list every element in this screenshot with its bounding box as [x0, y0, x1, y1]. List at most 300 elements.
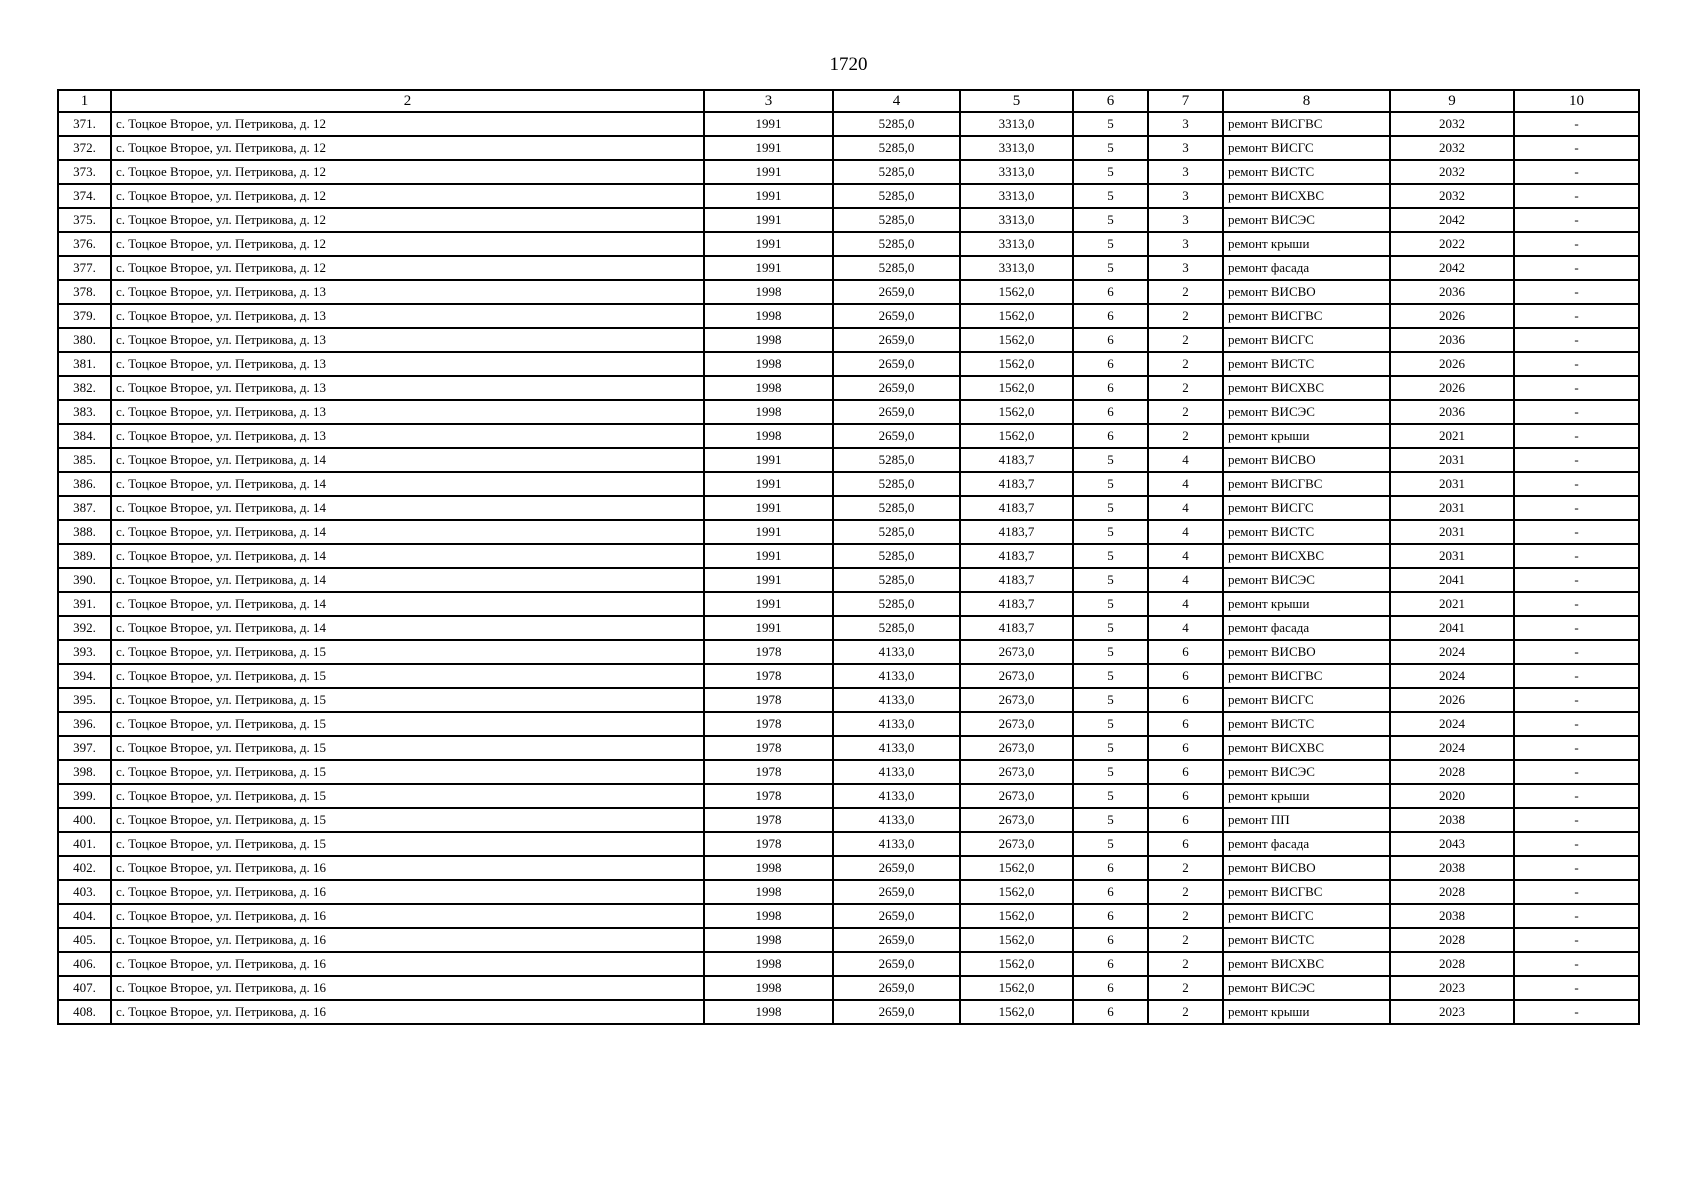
address-cell: с. Тоцкое Второе, ул. Петрикова, д. 14 — [111, 544, 704, 568]
note-cell: - — [1514, 664, 1639, 688]
note-cell: - — [1514, 448, 1639, 472]
address-cell: с. Тоцкое Второе, ул. Петрикова, д. 12 — [111, 136, 704, 160]
year-built-cell: 1991 — [704, 448, 833, 472]
work-type-cell: ремонт ВИСГВС — [1223, 880, 1390, 904]
table-row — [58, 568, 1639, 592]
address-cell: с. Тоцкое Второе, ул. Петрикова, д. 13 — [111, 424, 704, 448]
total-area-cell: 4133,0 — [833, 688, 960, 712]
work-type-cell: ремонт ВИСТС — [1223, 712, 1390, 736]
address-cell: с. Тоцкое Второе, ул. Петрикова, д. 12 — [111, 256, 704, 280]
entrances-cell: 3 — [1148, 112, 1223, 136]
work-type-cell: ремонт крыши — [1223, 784, 1390, 808]
year-built-cell: 1998 — [704, 280, 833, 304]
note-cell: - — [1514, 496, 1639, 520]
year-built-cell: 1978 — [704, 832, 833, 856]
work-type-cell: ремонт ВИСВО — [1223, 448, 1390, 472]
table-row — [58, 592, 1639, 616]
entrances-cell: 4 — [1148, 496, 1223, 520]
work-type-cell: ремонт ВИСГВС — [1223, 112, 1390, 136]
year-built-cell: 1998 — [704, 928, 833, 952]
column-header: 5 — [960, 90, 1073, 112]
row-number-cell: 373. — [58, 160, 111, 184]
planned-year-cell: 2028 — [1390, 760, 1514, 784]
work-type-cell: ремонт ВИСГС — [1223, 496, 1390, 520]
note-cell: - — [1514, 256, 1639, 280]
floors-cell: 6 — [1073, 280, 1148, 304]
year-built-cell: 1978 — [704, 784, 833, 808]
entrances-cell: 6 — [1148, 712, 1223, 736]
row-number-cell: 387. — [58, 496, 111, 520]
note-cell: - — [1514, 520, 1639, 544]
floors-cell: 5 — [1073, 688, 1148, 712]
table-row — [58, 664, 1639, 688]
living-area-cell: 1562,0 — [960, 328, 1073, 352]
work-type-cell: ремонт ВИСЭС — [1223, 976, 1390, 1000]
table-row — [58, 208, 1639, 232]
note-cell: - — [1514, 856, 1639, 880]
note-cell: - — [1514, 280, 1639, 304]
living-area-cell: 2673,0 — [960, 736, 1073, 760]
total-area-cell: 5285,0 — [833, 520, 960, 544]
row-number-cell: 395. — [58, 688, 111, 712]
floors-cell: 6 — [1073, 376, 1148, 400]
total-area-cell: 2659,0 — [833, 352, 960, 376]
address-cell: с. Тоцкое Второе, ул. Петрикова, д. 13 — [111, 304, 704, 328]
entrances-cell: 4 — [1148, 592, 1223, 616]
table-row — [58, 808, 1639, 832]
column-header: 7 — [1148, 90, 1223, 112]
address-cell: с. Тоцкое Второе, ул. Петрикова, д. 15 — [111, 712, 704, 736]
row-number-cell: 392. — [58, 616, 111, 640]
entrances-cell: 2 — [1148, 280, 1223, 304]
address-cell: с. Тоцкое Второе, ул. Петрикова, д. 13 — [111, 280, 704, 304]
entrances-cell: 3 — [1148, 136, 1223, 160]
floors-cell: 6 — [1073, 928, 1148, 952]
column-header: 1 — [58, 90, 111, 112]
work-type-cell: ремонт ВИСХВС — [1223, 544, 1390, 568]
table-row — [58, 400, 1639, 424]
address-cell: с. Тоцкое Второе, ул. Петрикова, д. 15 — [111, 664, 704, 688]
row-number-cell: 402. — [58, 856, 111, 880]
row-number-cell: 380. — [58, 328, 111, 352]
year-built-cell: 1991 — [704, 544, 833, 568]
planned-year-cell: 2038 — [1390, 856, 1514, 880]
note-cell: - — [1514, 712, 1639, 736]
table-row — [58, 232, 1639, 256]
note-cell: - — [1514, 1000, 1639, 1024]
work-type-cell: ремонт ВИСТС — [1223, 160, 1390, 184]
year-built-cell: 1998 — [704, 328, 833, 352]
table-row — [58, 616, 1639, 640]
planned-year-cell: 2041 — [1390, 616, 1514, 640]
planned-year-cell: 2028 — [1390, 928, 1514, 952]
address-cell: с. Тоцкое Второе, ул. Петрикова, д. 14 — [111, 616, 704, 640]
note-cell: - — [1514, 928, 1639, 952]
address-cell: с. Тоцкое Второе, ул. Петрикова, д. 12 — [111, 112, 704, 136]
column-header: 4 — [833, 90, 960, 112]
entrances-cell: 3 — [1148, 160, 1223, 184]
total-area-cell: 2659,0 — [833, 280, 960, 304]
note-cell: - — [1514, 616, 1639, 640]
entrances-cell: 6 — [1148, 664, 1223, 688]
planned-year-cell: 2032 — [1390, 184, 1514, 208]
table-row — [58, 832, 1639, 856]
entrances-cell: 4 — [1148, 448, 1223, 472]
total-area-cell: 2659,0 — [833, 952, 960, 976]
address-cell: с. Тоцкое Второе, ул. Петрикова, д. 15 — [111, 736, 704, 760]
planned-year-cell: 2026 — [1390, 376, 1514, 400]
floors-cell: 5 — [1073, 760, 1148, 784]
address-cell: с. Тоцкое Второе, ул. Петрикова, д. 15 — [111, 808, 704, 832]
year-built-cell: 1978 — [704, 640, 833, 664]
planned-year-cell: 2026 — [1390, 304, 1514, 328]
living-area-cell: 4183,7 — [960, 472, 1073, 496]
entrances-cell: 2 — [1148, 376, 1223, 400]
table-row — [58, 904, 1639, 928]
floors-cell: 5 — [1073, 160, 1148, 184]
floors-cell: 5 — [1073, 568, 1148, 592]
page-number: 1720 — [829, 54, 868, 75]
floors-cell: 5 — [1073, 592, 1148, 616]
floors-cell: 5 — [1073, 640, 1148, 664]
living-area-cell: 4183,7 — [960, 568, 1073, 592]
note-cell: - — [1514, 976, 1639, 1000]
living-area-cell: 1562,0 — [960, 976, 1073, 1000]
total-area-cell: 5285,0 — [833, 496, 960, 520]
total-area-cell: 2659,0 — [833, 904, 960, 928]
column-header: 6 — [1073, 90, 1148, 112]
year-built-cell: 1991 — [704, 472, 833, 496]
year-built-cell: 1998 — [704, 424, 833, 448]
table-row — [58, 160, 1639, 184]
work-type-cell: ремонт ВИСГС — [1223, 904, 1390, 928]
planned-year-cell: 2041 — [1390, 568, 1514, 592]
living-area-cell: 3313,0 — [960, 208, 1073, 232]
entrances-cell: 4 — [1148, 520, 1223, 544]
work-type-cell: ремонт ВИСЭС — [1223, 568, 1390, 592]
living-area-cell: 1562,0 — [960, 952, 1073, 976]
floors-cell: 5 — [1073, 256, 1148, 280]
table-row — [58, 328, 1639, 352]
living-area-cell: 4183,7 — [960, 592, 1073, 616]
living-area-cell: 2673,0 — [960, 760, 1073, 784]
row-number-cell: 404. — [58, 904, 111, 928]
living-area-cell: 3313,0 — [960, 184, 1073, 208]
work-type-cell: ремонт ВИСХВС — [1223, 376, 1390, 400]
address-cell: с. Тоцкое Второе, ул. Петрикова, д. 12 — [111, 232, 704, 256]
note-cell: - — [1514, 112, 1639, 136]
table-body — [58, 112, 1639, 1024]
table-row — [58, 376, 1639, 400]
floors-cell: 6 — [1073, 976, 1148, 1000]
table-row — [58, 856, 1639, 880]
row-number-cell: 372. — [58, 136, 111, 160]
address-cell: с. Тоцкое Второе, ул. Петрикова, д. 12 — [111, 208, 704, 232]
table-row — [58, 928, 1639, 952]
year-built-cell: 1998 — [704, 856, 833, 880]
floors-cell: 5 — [1073, 808, 1148, 832]
table-row — [58, 1000, 1639, 1024]
column-header: 8 — [1223, 90, 1390, 112]
planned-year-cell: 2036 — [1390, 328, 1514, 352]
table-row — [58, 880, 1639, 904]
table-row — [58, 784, 1639, 808]
table-row — [58, 184, 1639, 208]
address-cell: с. Тоцкое Второе, ул. Петрикова, д. 13 — [111, 376, 704, 400]
year-built-cell: 1998 — [704, 880, 833, 904]
planned-year-cell: 2038 — [1390, 808, 1514, 832]
total-area-cell: 5285,0 — [833, 232, 960, 256]
table-row — [58, 280, 1639, 304]
entrances-cell: 3 — [1148, 232, 1223, 256]
planned-year-cell: 2023 — [1390, 976, 1514, 1000]
total-area-cell: 5285,0 — [833, 568, 960, 592]
floors-cell: 5 — [1073, 232, 1148, 256]
row-number-cell: 386. — [58, 472, 111, 496]
living-area-cell: 4183,7 — [960, 544, 1073, 568]
entrances-cell: 6 — [1148, 736, 1223, 760]
entrances-cell: 2 — [1148, 976, 1223, 1000]
total-area-cell: 5285,0 — [833, 256, 960, 280]
entrances-cell: 6 — [1148, 640, 1223, 664]
total-area-cell: 4133,0 — [833, 664, 960, 688]
address-cell: с. Тоцкое Второе, ул. Петрикова, д. 16 — [111, 856, 704, 880]
entrances-cell: 4 — [1148, 568, 1223, 592]
work-type-cell: ремонт ВИСГВС — [1223, 472, 1390, 496]
floors-cell: 6 — [1073, 304, 1148, 328]
planned-year-cell: 2021 — [1390, 592, 1514, 616]
living-area-cell: 1562,0 — [960, 400, 1073, 424]
table-row — [58, 472, 1639, 496]
address-cell: с. Тоцкое Второе, ул. Петрикова, д. 13 — [111, 400, 704, 424]
total-area-cell: 5285,0 — [833, 184, 960, 208]
floors-cell: 5 — [1073, 208, 1148, 232]
entrances-cell: 6 — [1148, 808, 1223, 832]
work-type-cell: ремонт ВИСТС — [1223, 928, 1390, 952]
row-number-cell: 375. — [58, 208, 111, 232]
floors-cell: 5 — [1073, 184, 1148, 208]
row-number-cell: 403. — [58, 880, 111, 904]
planned-year-cell: 2032 — [1390, 136, 1514, 160]
floors-cell: 5 — [1073, 472, 1148, 496]
total-area-cell: 2659,0 — [833, 976, 960, 1000]
address-cell: с. Тоцкое Второе, ул. Петрикова, д. 15 — [111, 784, 704, 808]
work-type-cell: ремонт ВИСГС — [1223, 328, 1390, 352]
row-number-cell: 396. — [58, 712, 111, 736]
work-type-cell: ремонт крыши — [1223, 232, 1390, 256]
year-built-cell: 1991 — [704, 208, 833, 232]
work-type-cell: ремонт крыши — [1223, 592, 1390, 616]
note-cell: - — [1514, 784, 1639, 808]
row-number-cell: 406. — [58, 952, 111, 976]
total-area-cell: 4133,0 — [833, 712, 960, 736]
address-cell: с. Тоцкое Второе, ул. Петрикова, д. 16 — [111, 952, 704, 976]
year-built-cell: 1991 — [704, 592, 833, 616]
living-area-cell: 2673,0 — [960, 664, 1073, 688]
table-row — [58, 520, 1639, 544]
entrances-cell: 3 — [1148, 184, 1223, 208]
note-cell: - — [1514, 832, 1639, 856]
table-row — [58, 976, 1639, 1000]
total-area-cell: 4133,0 — [833, 640, 960, 664]
living-area-cell: 1562,0 — [960, 904, 1073, 928]
planned-year-cell: 2032 — [1390, 160, 1514, 184]
entrances-cell: 2 — [1148, 352, 1223, 376]
planned-year-cell: 2024 — [1390, 664, 1514, 688]
living-area-cell: 3313,0 — [960, 256, 1073, 280]
floors-cell: 6 — [1073, 328, 1148, 352]
row-number-cell: 374. — [58, 184, 111, 208]
entrances-cell: 2 — [1148, 400, 1223, 424]
row-number-cell: 408. — [58, 1000, 111, 1024]
row-number-cell: 384. — [58, 424, 111, 448]
floors-cell: 6 — [1073, 904, 1148, 928]
total-area-cell: 2659,0 — [833, 400, 960, 424]
planned-year-cell: 2036 — [1390, 400, 1514, 424]
row-number-cell: 382. — [58, 376, 111, 400]
year-built-cell: 1991 — [704, 136, 833, 160]
work-type-cell: ремонт ВИСЭС — [1223, 400, 1390, 424]
year-built-cell: 1998 — [704, 400, 833, 424]
work-type-cell: ремонт ВИСЭС — [1223, 208, 1390, 232]
work-type-cell: ремонт ВИСГВС — [1223, 304, 1390, 328]
year-built-cell: 1998 — [704, 952, 833, 976]
entrances-cell: 2 — [1148, 952, 1223, 976]
note-cell: - — [1514, 568, 1639, 592]
year-built-cell: 1991 — [704, 112, 833, 136]
living-area-cell: 1562,0 — [960, 376, 1073, 400]
table-row — [58, 136, 1639, 160]
planned-year-cell: 2043 — [1390, 832, 1514, 856]
total-area-cell: 2659,0 — [833, 424, 960, 448]
year-built-cell: 1991 — [704, 184, 833, 208]
address-cell: с. Тоцкое Второе, ул. Петрикова, д. 14 — [111, 592, 704, 616]
row-number-cell: 399. — [58, 784, 111, 808]
entrances-cell: 4 — [1148, 544, 1223, 568]
planned-year-cell: 2024 — [1390, 640, 1514, 664]
note-cell: - — [1514, 232, 1639, 256]
entrances-cell: 4 — [1148, 472, 1223, 496]
living-area-cell: 1562,0 — [960, 880, 1073, 904]
living-area-cell: 1562,0 — [960, 280, 1073, 304]
planned-year-cell: 2042 — [1390, 208, 1514, 232]
row-number-cell: 391. — [58, 592, 111, 616]
row-number-cell: 393. — [58, 640, 111, 664]
floors-cell: 6 — [1073, 424, 1148, 448]
floors-cell: 5 — [1073, 664, 1148, 688]
living-area-cell: 3313,0 — [960, 112, 1073, 136]
entrances-cell: 2 — [1148, 328, 1223, 352]
address-cell: с. Тоцкое Второе, ул. Петрикова, д. 16 — [111, 976, 704, 1000]
planned-year-cell: 2031 — [1390, 544, 1514, 568]
row-number-cell: 371. — [58, 112, 111, 136]
table-row — [58, 760, 1639, 784]
floors-cell: 5 — [1073, 832, 1148, 856]
header-row — [58, 90, 1639, 112]
note-cell: - — [1514, 904, 1639, 928]
living-area-cell: 4183,7 — [960, 448, 1073, 472]
table-row — [58, 112, 1639, 136]
year-built-cell: 1978 — [704, 664, 833, 688]
work-type-cell: ремонт ВИСВО — [1223, 640, 1390, 664]
total-area-cell: 2659,0 — [833, 304, 960, 328]
entrances-cell: 2 — [1148, 904, 1223, 928]
living-area-cell: 3313,0 — [960, 232, 1073, 256]
year-built-cell: 1991 — [704, 520, 833, 544]
entrances-cell: 6 — [1148, 832, 1223, 856]
row-number-cell: 385. — [58, 448, 111, 472]
row-number-cell: 397. — [58, 736, 111, 760]
address-cell: с. Тоцкое Второе, ул. Петрикова, д. 13 — [111, 328, 704, 352]
floors-cell: 5 — [1073, 448, 1148, 472]
floors-cell: 5 — [1073, 784, 1148, 808]
year-built-cell: 1991 — [704, 232, 833, 256]
row-number-cell: 407. — [58, 976, 111, 1000]
address-cell: с. Тоцкое Второе, ул. Петрикова, д. 12 — [111, 160, 704, 184]
note-cell: - — [1514, 160, 1639, 184]
column-header: 10 — [1514, 90, 1639, 112]
column-header: 2 — [111, 90, 704, 112]
total-area-cell: 4133,0 — [833, 736, 960, 760]
total-area-cell: 5285,0 — [833, 112, 960, 136]
floors-cell: 6 — [1073, 856, 1148, 880]
total-area-cell: 4133,0 — [833, 808, 960, 832]
total-area-cell: 2659,0 — [833, 856, 960, 880]
work-type-cell: ремонт ВИСГВС — [1223, 664, 1390, 688]
floors-cell: 6 — [1073, 352, 1148, 376]
note-cell: - — [1514, 640, 1639, 664]
note-cell: - — [1514, 472, 1639, 496]
floors-cell: 6 — [1073, 1000, 1148, 1024]
planned-year-cell: 2042 — [1390, 256, 1514, 280]
floors-cell: 5 — [1073, 520, 1148, 544]
total-area-cell: 2659,0 — [833, 1000, 960, 1024]
year-built-cell: 1998 — [704, 976, 833, 1000]
table-row — [58, 688, 1639, 712]
entrances-cell: 2 — [1148, 928, 1223, 952]
note-cell: - — [1514, 592, 1639, 616]
work-type-cell: ремонт ВИСВО — [1223, 280, 1390, 304]
living-area-cell: 1562,0 — [960, 352, 1073, 376]
note-cell: - — [1514, 880, 1639, 904]
note-cell: - — [1514, 184, 1639, 208]
living-area-cell: 2673,0 — [960, 808, 1073, 832]
note-cell: - — [1514, 688, 1639, 712]
row-number-cell: 400. — [58, 808, 111, 832]
year-built-cell: 1998 — [704, 904, 833, 928]
row-number-cell: 381. — [58, 352, 111, 376]
row-number-cell: 389. — [58, 544, 111, 568]
row-number-cell: 405. — [58, 928, 111, 952]
total-area-cell: 4133,0 — [833, 760, 960, 784]
planned-year-cell: 2031 — [1390, 448, 1514, 472]
planned-year-cell: 2026 — [1390, 688, 1514, 712]
address-cell: с. Тоцкое Второе, ул. Петрикова, д. 14 — [111, 496, 704, 520]
work-type-cell: ремонт фасада — [1223, 832, 1390, 856]
table-row — [58, 712, 1639, 736]
planned-year-cell: 2021 — [1390, 424, 1514, 448]
address-cell: с. Тоцкое Второе, ул. Петрикова, д. 13 — [111, 352, 704, 376]
floors-cell: 5 — [1073, 112, 1148, 136]
planned-year-cell: 2032 — [1390, 112, 1514, 136]
total-area-cell: 5285,0 — [833, 544, 960, 568]
total-area-cell: 4133,0 — [833, 832, 960, 856]
row-number-cell: 388. — [58, 520, 111, 544]
entrances-cell: 2 — [1148, 880, 1223, 904]
floors-cell: 5 — [1073, 736, 1148, 760]
address-cell: с. Тоцкое Второе, ул. Петрикова, д. 15 — [111, 688, 704, 712]
planned-year-cell: 2023 — [1390, 1000, 1514, 1024]
